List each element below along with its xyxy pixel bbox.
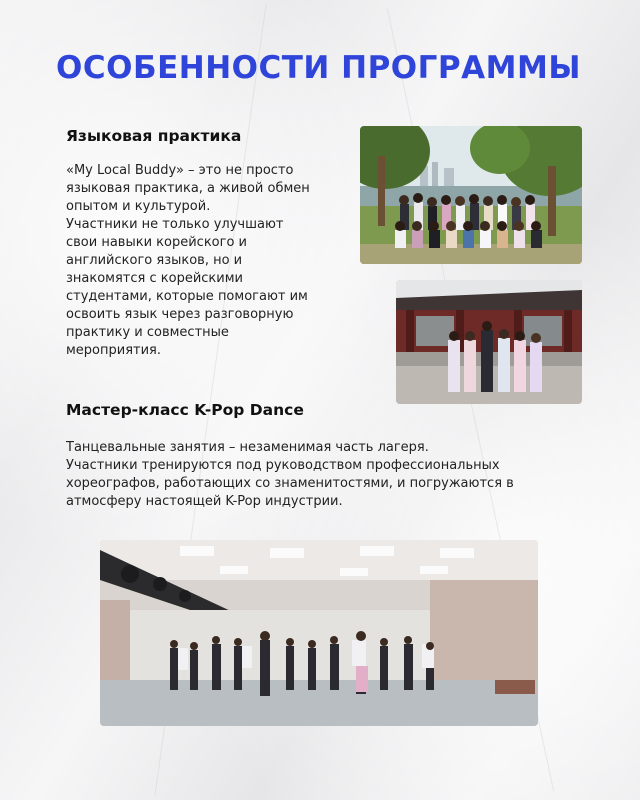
language-practice-line: освоить язык через разговорную <box>66 307 294 322</box>
language-practice-text <box>66 162 310 360</box>
dance-class-line: Участники тренируются под руководством профессиональных <box>66 458 500 473</box>
section-heading-language: Языковая практика <box>66 127 242 145</box>
page-title: ОСОБЕННОСТИ ПРОГРАММЫ <box>56 50 581 86</box>
language-practice-line: практику и совместные <box>66 325 229 340</box>
group-photo-park <box>360 126 582 264</box>
language-practice-line: знакомятся с корейскими <box>66 271 243 286</box>
group-photo-palace <box>396 280 582 404</box>
dance-class-line: атмосферу настоящей K-Pop индустрии. <box>66 494 343 509</box>
language-practice-line: мероприятия. <box>66 343 162 358</box>
language-practice-line: опытом и культурой. <box>66 199 211 214</box>
language-practice-line: «My Local Buddy» – это не просто <box>66 163 294 178</box>
language-practice-line: свои навыки корейского и <box>66 235 247 250</box>
language-practice-line: английского языков, но и <box>66 253 243 268</box>
section-heading-dance: Мастер-класс K-Pop Dance <box>66 401 304 419</box>
dance-class-text <box>66 439 514 511</box>
dance-studio-photo <box>100 540 538 726</box>
language-practice-line: языковая практика, а живой обмен <box>66 181 310 196</box>
language-practice-line: Участники не только улучшают <box>66 217 284 232</box>
dance-class-line: хореографов, работающих со знаменитостями, и погружаются в <box>66 476 514 491</box>
dance-class-line: Танцевальные занятия – незаменимая часть лагеря. <box>66 440 429 455</box>
language-practice-line: студентами, которые помогают им <box>66 289 308 304</box>
